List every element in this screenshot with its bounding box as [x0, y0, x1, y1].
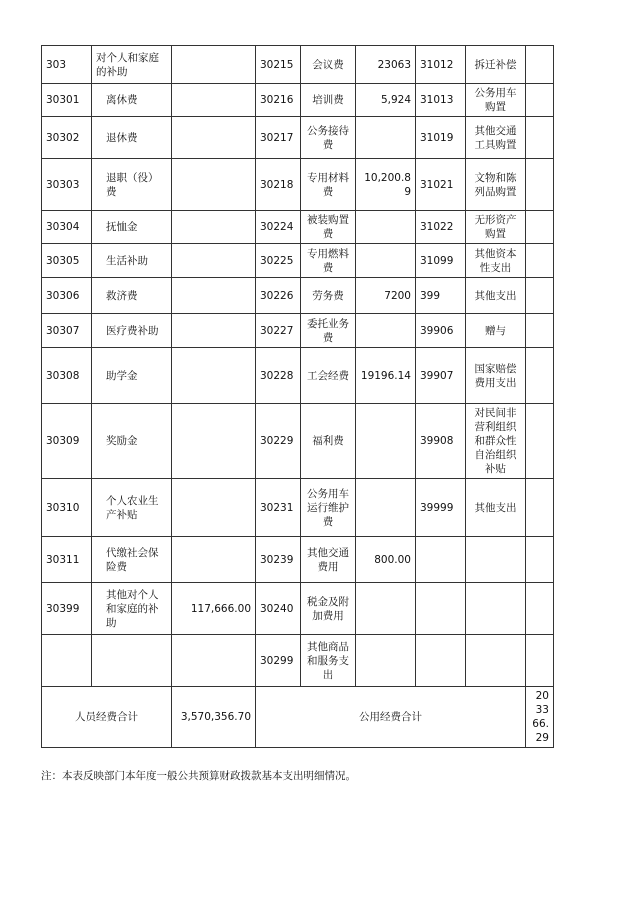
cell-amount1: [172, 117, 256, 159]
cell-name1: 代缴社会保险费: [92, 537, 172, 583]
cell-name1: [92, 635, 172, 687]
cell-amount2: [356, 244, 416, 278]
cell-amount2: [356, 635, 416, 687]
cell-name1: 生活补助: [92, 244, 172, 278]
cell-amount2: 800.00: [356, 537, 416, 583]
cell-name1: 其他对个人和家庭的补助: [92, 583, 172, 635]
cell-amount2: 23063: [356, 46, 416, 84]
cell-code3: 39907: [416, 348, 466, 404]
cell-amount1: [172, 404, 256, 479]
cell-amount3: [526, 244, 554, 278]
cell-code2: 30215: [256, 46, 301, 84]
public-total-value: 203366.29: [526, 687, 554, 748]
cell-name3: 赠与: [466, 314, 526, 348]
cell-name2: 被装购置费: [301, 211, 356, 244]
budget-detail-table: [41, 45, 554, 748]
cell-name3: 国家赔偿费用支出: [466, 348, 526, 404]
table-row: [42, 278, 554, 314]
cell-name3: 拆迁补偿: [466, 46, 526, 84]
table-row: [42, 583, 554, 635]
table-row: [42, 314, 554, 348]
cell-name3: [466, 635, 526, 687]
cell-amount2: 10,200.89: [356, 159, 416, 211]
cell-amount2: 7200: [356, 278, 416, 314]
cell-code1: 30306: [42, 278, 92, 314]
cell-amount3: [526, 211, 554, 244]
cell-code2: 30218: [256, 159, 301, 211]
table-row: [42, 159, 554, 211]
cell-code3: [416, 583, 466, 635]
cell-amount3: [526, 348, 554, 404]
cell-amount1: [172, 278, 256, 314]
cell-amount3: [526, 117, 554, 159]
cell-name2: 公务接待费: [301, 117, 356, 159]
cell-amount3: [526, 537, 554, 583]
personnel-total-value: 3,570,356.70: [172, 687, 256, 748]
cell-name3: 其他支出: [466, 278, 526, 314]
cell-amount1: [172, 244, 256, 278]
cell-amount2: 5,924: [356, 84, 416, 117]
cell-name1: 离休费: [92, 84, 172, 117]
cell-name1: 退休费: [92, 117, 172, 159]
cell-amount2: 19196.14: [356, 348, 416, 404]
cell-code2: 30225: [256, 244, 301, 278]
cell-name2: 福利费: [301, 404, 356, 479]
cell-name2: 劳务费: [301, 278, 356, 314]
cell-name2: 培训费: [301, 84, 356, 117]
cell-amount3: [526, 159, 554, 211]
cell-amount3: [526, 479, 554, 537]
cell-code1: 30309: [42, 404, 92, 479]
cell-name2: 专用燃料费: [301, 244, 356, 278]
cell-amount3: [526, 278, 554, 314]
cell-code3: 399: [416, 278, 466, 314]
cell-code1: 30308: [42, 348, 92, 404]
cell-code1: 30303: [42, 159, 92, 211]
cell-name1: 奖励金: [92, 404, 172, 479]
cell-amount3: [526, 635, 554, 687]
cell-code3: 39906: [416, 314, 466, 348]
cell-code2: 30231: [256, 479, 301, 537]
cell-code3: 39999: [416, 479, 466, 537]
cell-code2: 30227: [256, 314, 301, 348]
cell-name2: 其他交通费用: [301, 537, 356, 583]
cell-amount3: [526, 84, 554, 117]
table-row: [42, 537, 554, 583]
table-row: [42, 84, 554, 117]
cell-code1: 30311: [42, 537, 92, 583]
cell-code3: 31019: [416, 117, 466, 159]
personnel-total-label: 人员经费合计: [42, 687, 172, 748]
table-row: [42, 211, 554, 244]
cell-name1: 对个人和家庭的补助: [92, 46, 172, 84]
cell-code2: 30216: [256, 84, 301, 117]
cell-code3: 31021: [416, 159, 466, 211]
cell-code1: 303: [42, 46, 92, 84]
table-row: [42, 244, 554, 278]
cell-code1: 30302: [42, 117, 92, 159]
cell-amount1: [172, 46, 256, 84]
cell-amount2: [356, 117, 416, 159]
cell-code1: [42, 635, 92, 687]
cell-code2: 30228: [256, 348, 301, 404]
cell-name3: [466, 583, 526, 635]
cell-code3: 31012: [416, 46, 466, 84]
cell-code3: [416, 537, 466, 583]
cell-name3: 其他资本性支出: [466, 244, 526, 278]
cell-amount2: [356, 211, 416, 244]
cell-amount2: [356, 583, 416, 635]
cell-name2: 其他商品和服务支出: [301, 635, 356, 687]
table-row: [42, 46, 554, 84]
cell-amount1: [172, 635, 256, 687]
cell-code2: 30226: [256, 278, 301, 314]
cell-code2: 30217: [256, 117, 301, 159]
cell-amount1: [172, 348, 256, 404]
cell-name2: 工会经费: [301, 348, 356, 404]
cell-name3: 文物和陈列品购置: [466, 159, 526, 211]
table-row: [42, 404, 554, 479]
cell-code3: 31099: [416, 244, 466, 278]
cell-amount2: [356, 404, 416, 479]
cell-amount1: 117,666.00: [172, 583, 256, 635]
cell-name3: 其他支出: [466, 479, 526, 537]
cell-name3: 无形资产购置: [466, 211, 526, 244]
cell-name2: 委托业务费: [301, 314, 356, 348]
cell-amount1: [172, 159, 256, 211]
table-row: [42, 635, 554, 687]
cell-name3: 对民间非营利组织和群众性自治组织补贴: [466, 404, 526, 479]
cell-code3: 31022: [416, 211, 466, 244]
cell-amount1: [172, 537, 256, 583]
cell-code2: 30239: [256, 537, 301, 583]
table-row: [42, 117, 554, 159]
cell-name2: 会议费: [301, 46, 356, 84]
cell-amount1: [172, 84, 256, 117]
cell-code1: 30301: [42, 84, 92, 117]
cell-name1: 个人农业生产补贴: [92, 479, 172, 537]
cell-code3: 39908: [416, 404, 466, 479]
cell-code3: 31013: [416, 84, 466, 117]
cell-name2: 公务用车运行维护费: [301, 479, 356, 537]
cell-name3: 其他交通工具购置: [466, 117, 526, 159]
cell-code1: 30310: [42, 479, 92, 537]
table-note: 注：本表反映部门本年度一般公共预算财政拨款基本支出明细情况。: [41, 770, 356, 782]
cell-name2: 专用材料费: [301, 159, 356, 211]
cell-amount1: [172, 479, 256, 537]
table-row: [42, 479, 554, 537]
cell-code1: 30304: [42, 211, 92, 244]
cell-code2: 30240: [256, 583, 301, 635]
cell-amount3: [526, 314, 554, 348]
cell-amount3: [526, 46, 554, 84]
public-total-label: 公用经费合计: [256, 687, 526, 748]
cell-amount2: [356, 479, 416, 537]
cell-code2: 30299: [256, 635, 301, 687]
cell-name2: 税金及附加费用: [301, 583, 356, 635]
cell-amount2: [356, 314, 416, 348]
cell-code1: 30307: [42, 314, 92, 348]
cell-name1: 救济费: [92, 278, 172, 314]
cell-code3: [416, 635, 466, 687]
cell-name3: 公务用车购置: [466, 84, 526, 117]
cell-name1: 抚恤金: [92, 211, 172, 244]
cell-amount3: [526, 404, 554, 479]
cell-amount3: [526, 583, 554, 635]
cell-name1: 退职（役）费: [92, 159, 172, 211]
totals-row: [42, 687, 554, 748]
cell-amount1: [172, 314, 256, 348]
cell-code2: 30229: [256, 404, 301, 479]
cell-name1: 医疗费补助: [92, 314, 172, 348]
cell-code1: 30305: [42, 244, 92, 278]
cell-name3: [466, 537, 526, 583]
cell-code1: 30399: [42, 583, 92, 635]
cell-name1: 助学金: [92, 348, 172, 404]
table-row: [42, 348, 554, 404]
cell-code2: 30224: [256, 211, 301, 244]
cell-amount1: [172, 211, 256, 244]
